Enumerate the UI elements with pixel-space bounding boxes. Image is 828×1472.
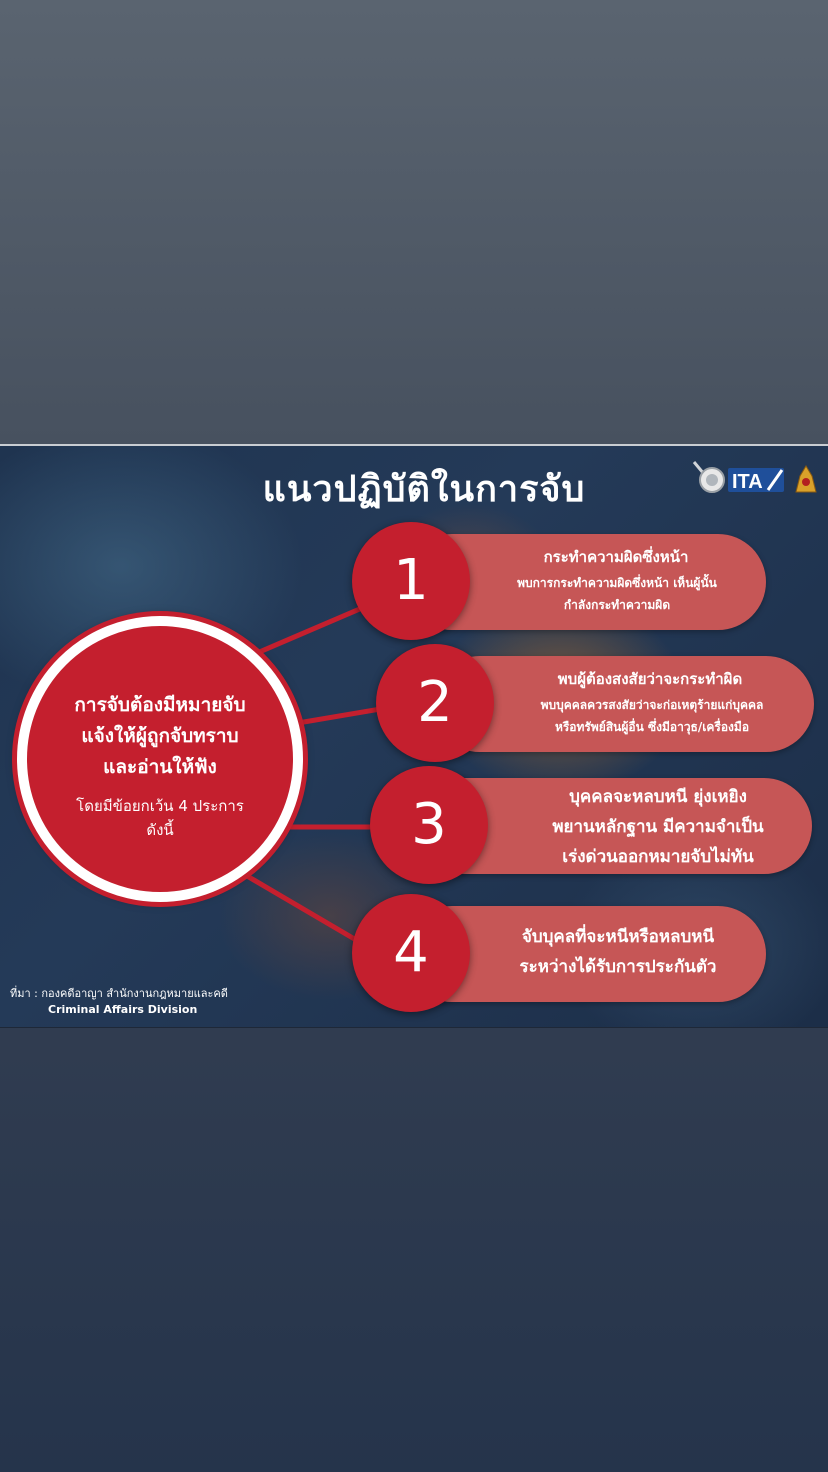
center-sub-line-1: โดยมีข้อยกเว้น 4 ประการ bbox=[76, 797, 244, 815]
center-main-line-3: และอ่านให้ฟัง bbox=[103, 756, 217, 778]
center-main-line-1: การจับต้องมีหมายจับ bbox=[74, 694, 246, 716]
item-4-line-1: จับบุคลที่จะหนีหรือหลบหนี bbox=[521, 927, 715, 947]
item-4-number: 4 bbox=[352, 894, 470, 1012]
item-2-number: 2 bbox=[376, 644, 494, 762]
page-title: แนวปฏิบัติในการจับ bbox=[262, 469, 586, 510]
logo-group bbox=[690, 454, 822, 498]
item-2-desc-line-2: หรือทรัพย์สินผู้อื่น ซึ่งมีอาวุธ/เครื่องมือ bbox=[554, 720, 750, 734]
center-main-line-2: แจ้งให้ผู้ถูกจับทราบ bbox=[81, 725, 239, 747]
source-thai: ที่มา : กองคดีอาญา สำนักงานกฎหมายและคดี bbox=[10, 987, 228, 1000]
center-sub-line-2: ดังนี้ bbox=[146, 821, 174, 839]
item-1-description bbox=[472, 572, 762, 616]
item-1-desc-line-2: กำลังกระทำความผิด bbox=[563, 598, 671, 612]
item-2-description bbox=[496, 694, 808, 738]
item-2-desc-line-1: พบบุคคลควรสงสัยว่าจะก่อเหตุร้ายแก่บุคคล bbox=[540, 698, 764, 712]
item-4-text bbox=[476, 922, 760, 982]
logos-svg bbox=[690, 454, 822, 498]
center-main-text bbox=[47, 690, 273, 783]
item-1-desc-line-1: พบการกระทำความผิดซึ่งหน้า เห็นผู้นั้น bbox=[517, 576, 717, 590]
royal-emblem-icon bbox=[796, 466, 816, 492]
item-3-number: 3 bbox=[370, 766, 488, 884]
infographic-image bbox=[0, 444, 828, 1028]
item-2-heading: พบผู้ต้องสงสัยว่าจะกระทำผิด bbox=[557, 670, 743, 688]
item-3-line-2: พยานหลักฐาน มีความจำเป็น bbox=[552, 817, 764, 837]
source-credit bbox=[10, 986, 228, 1018]
itax-logo-text: ITA bbox=[732, 471, 763, 493]
itax-logo-icon bbox=[728, 468, 784, 493]
center-sub-text bbox=[47, 794, 273, 842]
item-4-line-2: ระหว่างได้รับการประกันตัว bbox=[519, 957, 717, 977]
item-3-text bbox=[510, 782, 806, 872]
item-1-number: 1 bbox=[352, 522, 470, 640]
item-3-line-3: เร่งด่วนออกหมายจับไม่ทัน bbox=[562, 847, 754, 867]
center-circle bbox=[17, 616, 303, 902]
item-1-heading: กระทำความผิดซึ่งหน้า bbox=[543, 548, 689, 566]
item-3-line-1: บุคคลจะหลบหนี ยุ่งเหยิง bbox=[569, 787, 747, 807]
magnifier-icon bbox=[694, 462, 724, 492]
source-english: Criminal Affairs Division bbox=[48, 1003, 198, 1016]
